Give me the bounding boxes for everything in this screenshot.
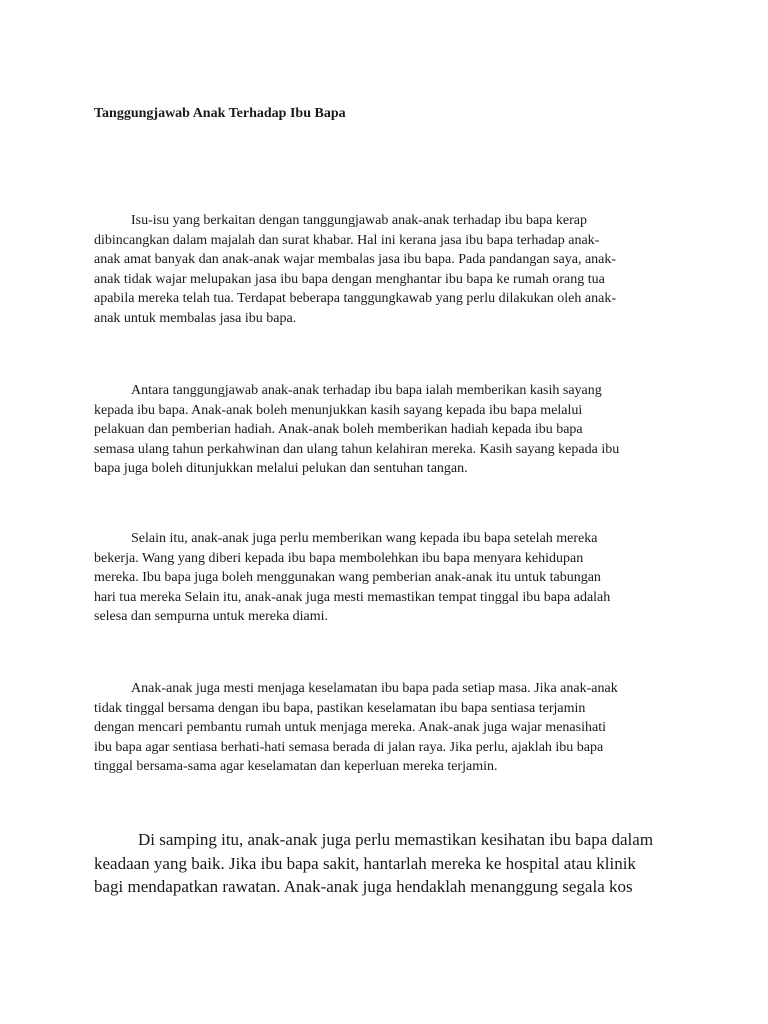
paragraph-5 xyxy=(94,828,694,899)
paragraph-4 xyxy=(94,679,694,777)
paragraph-line: semasa ulang tahun perkahwinan dan ulang tahun kelahiran mereka. Kasih sayang kepada ibu xyxy=(94,441,620,457)
paragraph-line: tidak tinggal bersama dengan ibu bapa, pastikan keselamatan ibu bapa sentiasa terjamin xyxy=(94,700,586,716)
paragraph-line: bapa juga boleh ditunjukkan melalui pelukan dan sentuhan tangan. xyxy=(94,461,468,476)
paragraph-line: anak tidak wajar melupakan jasa ibu bapa dengan menghantar ibu bapa ke rumah orang tua xyxy=(94,271,605,287)
paragraph-line: anak amat banyak dan anak-anak wajar membalas jasa ibu bapa. Pada pandangan saya, anak- xyxy=(94,252,617,267)
paragraph-line: mereka. Ibu bapa juga boleh menggunakan wang pemberian anak-anak itu untuk tabungan xyxy=(94,570,601,585)
document-title: Tanggungjawab Anak Terhadap Ibu Bapa xyxy=(94,106,346,121)
paragraph-line: Di samping itu, anak-anak juga perlu memastikan kesihatan ibu bapa dalam xyxy=(138,830,654,849)
paragraph-1 xyxy=(94,211,694,328)
paragraph-line: bekerja. Wang yang diberi kepada ibu bapa membolehkan ibu bapa menyara kehidupan xyxy=(94,550,584,566)
paragraph-line: pelakuan dan pemberian hadiah. Anak-anak boleh memberikan hadiah kepada ibu bapa xyxy=(94,422,583,437)
paragraph-line: dibincangkan dalam majalah dan surat khabar. Hal ini kerana jasa ibu bapa terhadap anak- xyxy=(94,232,600,248)
paragraph-line: Anak-anak juga mesti menjaga keselamatan ibu bapa pada setiap masa. Jika anak-anak xyxy=(131,681,618,696)
paragraph-line: Selain itu, anak-anak juga perlu memberikan wang kepada ibu bapa setelah mereka xyxy=(131,531,598,546)
paragraph-line: tinggal bersama-sama agar keselamatan dan keperluan mereka terjamin. xyxy=(94,759,498,774)
paragraph-line: dengan mencari pembantu rumah untuk menjaga mereka. Anak-anak juga wajar menasihati xyxy=(94,720,606,735)
paragraph-line: apabila mereka telah tua. Terdapat beberapa tanggungkawab yang perlu dilakukan oleh anak- xyxy=(94,291,616,306)
paragraph-line: kepada ibu bapa. Anak-anak boleh menunjukkan kasih sayang kepada ibu bapa melalui xyxy=(94,402,583,418)
paragraph-line: ibu bapa agar sentiasa berhati-hati semasa berada di jalan raya. Jika perlu, ajaklah ibu bapa xyxy=(94,739,604,755)
paragraph-line: bagi mendapatkan rawatan. Anak-anak juga hendaklah menanggung segala kos xyxy=(94,877,633,896)
paragraph-line: anak untuk membalas jasa ibu bapa. xyxy=(94,310,297,326)
paragraph-line: Antara tanggungjawab anak-anak terhadap ibu bapa ialah memberikan kasih sayang xyxy=(131,383,602,398)
paragraph-line: Isu-isu yang berkaitan dengan tanggungjawab anak-anak terhadap ibu bapa kerap xyxy=(131,213,587,228)
paragraph-2 xyxy=(94,381,694,479)
paragraph-3 xyxy=(94,529,694,627)
paragraph-line: selesa dan sempurna untuk mereka diami. xyxy=(94,609,329,624)
paragraph-line: hari tua mereka Selain itu, anak-anak juga mesti memastikan tempat tinggal ibu bapa adalah xyxy=(94,589,611,605)
paragraph-line: keadaan yang baik. Jika ibu bapa sakit, hantarlah mereka ke hospital atau klinik xyxy=(94,853,636,873)
